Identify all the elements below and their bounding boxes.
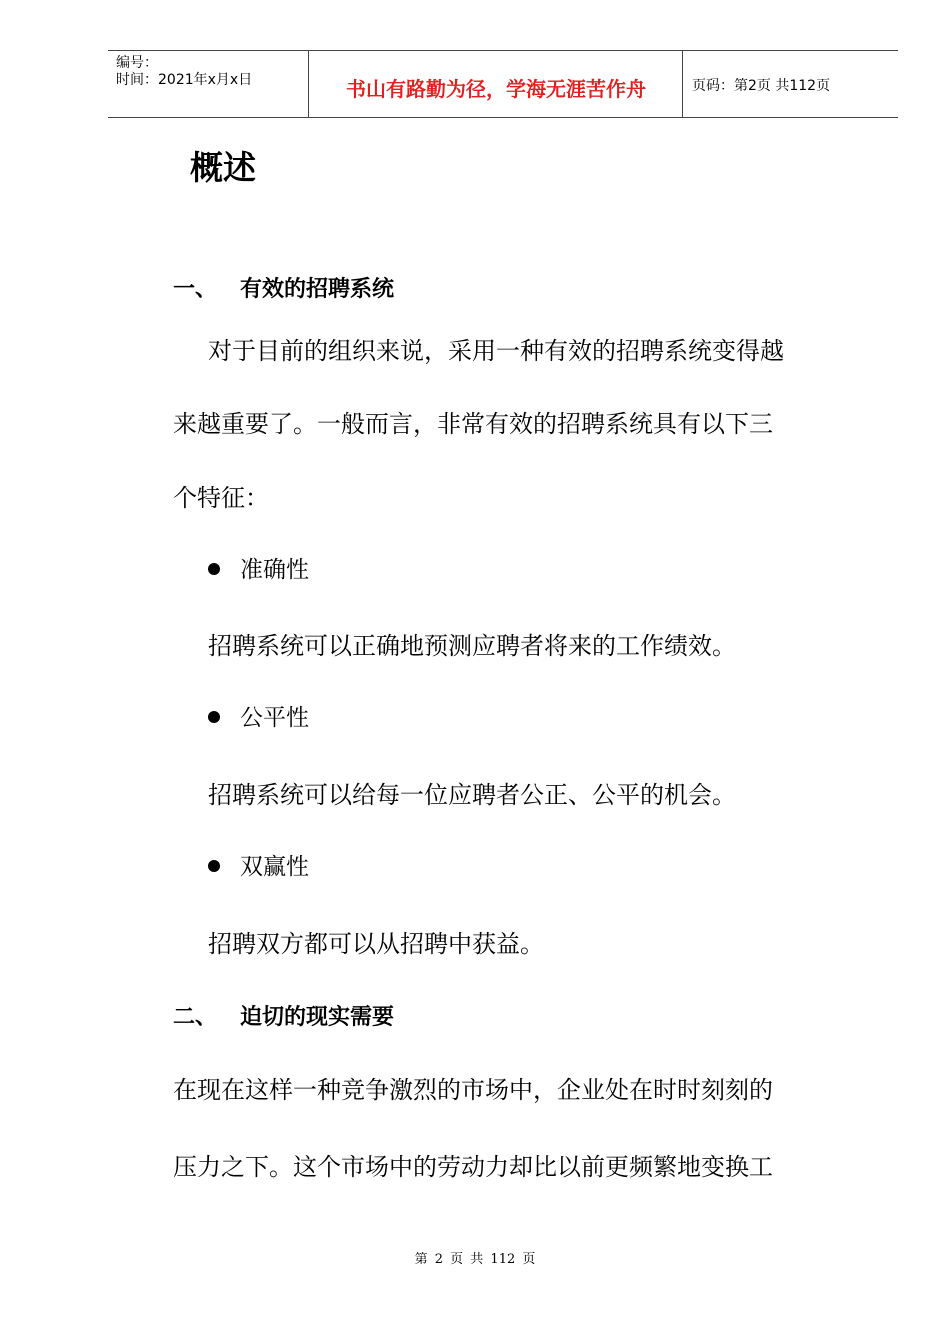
section-heading xyxy=(173,272,394,303)
section-heading-text: 有效的招聘系统 xyxy=(240,277,395,302)
paragraph-line: 在现在这样一种竞争激烈的市场中，企业处在时时刻刻的 xyxy=(173,1076,773,1104)
section-heading-text: 迫切的现实需要 xyxy=(240,1005,395,1030)
bullet-description: 招聘系统可以给每一位应聘者公正、公平的机会。 xyxy=(208,781,736,809)
paragraph-line: 来越重要了。一般而言，非常有效的招聘系统具有以下三 xyxy=(173,410,773,438)
header-page-label: 页码：第2页 共112页 xyxy=(692,78,831,94)
bullet-item xyxy=(208,699,309,732)
section-heading xyxy=(173,1000,394,1031)
bullet-item xyxy=(208,848,309,881)
header-time-label: 时间：2021年x月x日 xyxy=(116,72,253,88)
bullet-description: 招聘双方都可以从招聘中获益。 xyxy=(208,930,544,958)
paragraph-line: 对于目前的组织来说，采用一种有效的招聘系统变得越 xyxy=(208,337,784,365)
bullet-description: 招聘系统可以正确地预测应聘者将来的工作绩效。 xyxy=(208,632,736,660)
header-divider xyxy=(682,51,683,117)
bullet-dot-icon xyxy=(208,711,220,723)
bullet-label: 准确性 xyxy=(240,557,309,583)
header-code-label: 编号： xyxy=(116,55,158,71)
bullet-dot-icon xyxy=(208,860,220,872)
bullet-label: 双赢性 xyxy=(240,854,309,880)
paragraph-line: 个特征： xyxy=(173,484,269,512)
page-footer: 第 2 页 共 112 页 xyxy=(414,1252,536,1267)
header-divider xyxy=(308,51,309,117)
page-title: 概述 xyxy=(190,148,256,187)
section-number: 二、 xyxy=(173,1005,218,1030)
header-meta xyxy=(116,55,252,89)
paragraph-line: 压力之下。这个市场中的劳动力却比以前更频繁地变换工 xyxy=(173,1153,773,1181)
bullet-label: 公平性 xyxy=(240,705,309,731)
page-header xyxy=(108,50,898,118)
header-motto: 书山有路勤为径，学海无涯苦作舟 xyxy=(346,77,646,101)
bullet-item xyxy=(208,551,309,584)
section-number: 一、 xyxy=(173,277,218,302)
bullet-dot-icon xyxy=(208,563,220,575)
